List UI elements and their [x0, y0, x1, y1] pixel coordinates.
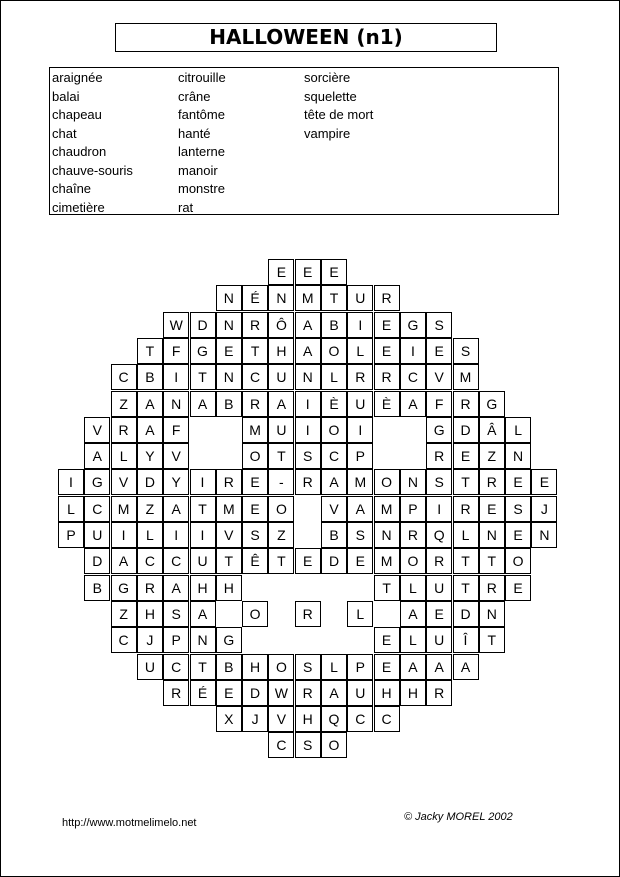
grid-cell[interactable]: L	[321, 654, 347, 680]
grid-cell[interactable]: -	[268, 469, 294, 495]
grid-cell[interactable]: T	[190, 364, 216, 390]
grid-cell[interactable]: U	[426, 575, 452, 601]
grid-cell[interactable]: U	[84, 522, 110, 548]
grid-cell[interactable]: R	[137, 575, 163, 601]
grid-cell[interactable]: I	[400, 338, 426, 364]
grid-cell[interactable]: A	[163, 496, 189, 522]
grid-cell[interactable]: A	[84, 443, 110, 469]
word: manoir	[178, 162, 218, 178]
grid-cell[interactable]: Z	[479, 443, 505, 469]
grid-cell[interactable]: È	[321, 391, 347, 417]
grid-cell[interactable]: R	[453, 391, 479, 417]
grid-cell[interactable]: S	[505, 496, 531, 522]
grid-cell[interactable]: N	[374, 522, 400, 548]
grid-cell[interactable]: L	[58, 496, 84, 522]
grid-cell[interactable]: N	[216, 312, 242, 338]
grid-cell[interactable]: U	[137, 654, 163, 680]
grid-cell[interactable]: F	[426, 391, 452, 417]
grid-cell[interactable]: T	[374, 575, 400, 601]
grid-cell[interactable]: G	[479, 391, 505, 417]
grid-cell[interactable]: V	[111, 469, 137, 495]
grid-cell[interactable]: T	[479, 627, 505, 653]
grid-cell[interactable]: G	[84, 469, 110, 495]
grid-cell[interactable]: R	[111, 417, 137, 443]
grid-cell[interactable]: C	[137, 548, 163, 574]
grid-cell[interactable]: O	[268, 496, 294, 522]
word: chaudron	[52, 144, 107, 159]
grid-cell[interactable]: I	[58, 469, 84, 495]
grid-cell[interactable]: B	[84, 575, 110, 601]
grid-cell[interactable]: L	[321, 364, 347, 390]
grid-cell[interactable]: C	[374, 706, 400, 732]
grid-cell[interactable]: S	[453, 338, 479, 364]
grid-cell[interactable]: R	[479, 469, 505, 495]
grid-cell[interactable]: C	[111, 364, 137, 390]
grid-cell[interactable]: I	[426, 496, 452, 522]
grid-cell[interactable]: G	[426, 417, 452, 443]
grid-cell[interactable]: L	[137, 522, 163, 548]
grid-cell[interactable]: O	[374, 469, 400, 495]
word: crâne	[178, 88, 211, 104]
grid-cell[interactable]: T	[453, 469, 479, 495]
grid-cell[interactable]: G	[111, 575, 137, 601]
grid-cell[interactable]: H	[137, 601, 163, 627]
grid-cell[interactable]: Â	[479, 417, 505, 443]
grid-cell[interactable]: N	[268, 285, 294, 311]
grid-cell[interactable]: G	[216, 627, 242, 653]
grid-cell[interactable]: S	[295, 654, 321, 680]
grid-cell[interactable]: S	[347, 522, 373, 548]
grid-cell[interactable]: E	[531, 469, 557, 495]
grid-cell[interactable]: A	[453, 654, 479, 680]
grid-cell[interactable]: T	[190, 654, 216, 680]
grid-cell[interactable]: A	[111, 548, 137, 574]
grid-cell[interactable]: Z	[111, 391, 137, 417]
grid-cell[interactable]: N	[163, 391, 189, 417]
grid-cell[interactable]: N	[531, 522, 557, 548]
grid-cell[interactable]: A	[426, 654, 452, 680]
word: vampire	[304, 125, 351, 141]
grid-cell[interactable]: L	[347, 601, 373, 627]
grid-cell[interactable]: T	[479, 548, 505, 574]
grid-cell[interactable]: O	[400, 548, 426, 574]
grid-cell[interactable]: M	[347, 469, 373, 495]
grid-cell[interactable]: C	[400, 364, 426, 390]
grid-cell[interactable]: H	[374, 680, 400, 706]
grid-cell[interactable]: C	[84, 496, 110, 522]
grid-cell[interactable]: C	[242, 364, 268, 390]
grid-cell[interactable]: I	[163, 364, 189, 390]
grid-cell[interactable]: H	[190, 575, 216, 601]
grid-cell[interactable]: G	[400, 312, 426, 338]
grid-cell[interactable]: S	[295, 443, 321, 469]
grid-cell[interactable]: V	[268, 706, 294, 732]
grid-cell[interactable]: H	[242, 654, 268, 680]
grid-cell[interactable]: N	[400, 469, 426, 495]
grid-cell[interactable]: B	[216, 654, 242, 680]
grid-cell[interactable]: A	[321, 680, 347, 706]
grid-cell[interactable]: Z	[268, 522, 294, 548]
grid-cell[interactable]: U	[347, 680, 373, 706]
grid-cell[interactable]: H	[400, 680, 426, 706]
grid-cell[interactable]: V	[321, 496, 347, 522]
grid-cell[interactable]: U	[347, 391, 373, 417]
grid-cell[interactable]: D	[453, 417, 479, 443]
grid-cell[interactable]: T	[453, 548, 479, 574]
word: fantôme	[178, 107, 225, 122]
grid-cell[interactable]: E	[374, 312, 400, 338]
grid-cell[interactable]: E	[505, 575, 531, 601]
grid-cell[interactable]: E	[242, 469, 268, 495]
grid-cell[interactable]: L	[111, 443, 137, 469]
grid-cell[interactable]: N	[505, 443, 531, 469]
grid-cell[interactable]: Q	[321, 706, 347, 732]
word: chauve-souris	[52, 162, 133, 178]
grid-cell[interactable]: E	[426, 601, 452, 627]
grid-cell[interactable]: F	[163, 338, 189, 364]
grid-cell[interactable]: O	[321, 417, 347, 443]
grid-cell[interactable]: L	[347, 338, 373, 364]
grid-cell[interactable]: D	[84, 548, 110, 574]
grid-cell[interactable]: U	[347, 285, 373, 311]
grid-cell[interactable]: O	[505, 548, 531, 574]
word: rat	[178, 199, 194, 215]
grid-cell[interactable]: A	[347, 496, 373, 522]
grid-cell[interactable]: X	[216, 706, 242, 732]
grid-cell[interactable]: P	[347, 443, 373, 469]
grid-cell[interactable]: B	[321, 522, 347, 548]
grid-cell[interactable]: I	[347, 417, 373, 443]
grid-cell[interactable]: A	[295, 312, 321, 338]
grid-cell[interactable]: P	[163, 627, 189, 653]
grid-cell[interactable]: A	[137, 391, 163, 417]
grid-cell[interactable]: R	[295, 469, 321, 495]
grid-cell[interactable]: T	[453, 575, 479, 601]
grid-cell[interactable]: V	[84, 417, 110, 443]
grid-cell[interactable]: G	[190, 338, 216, 364]
grid-cell[interactable]: C	[347, 706, 373, 732]
grid-cell[interactable]: T	[137, 338, 163, 364]
grid-cell[interactable]: Y	[163, 469, 189, 495]
grid-cell[interactable]: U	[426, 627, 452, 653]
word: hanté	[178, 125, 211, 141]
grid-cell[interactable]: A	[295, 338, 321, 364]
grid-cell[interactable]: A	[400, 654, 426, 680]
grid-cell[interactable]: N	[479, 522, 505, 548]
word: chat	[52, 125, 77, 141]
grid-cell[interactable]: S	[242, 522, 268, 548]
grid-cell[interactable]: U	[268, 364, 294, 390]
grid-cell[interactable]: C	[111, 627, 137, 653]
grid-cell[interactable]: H	[295, 706, 321, 732]
grid-cell[interactable]: A	[400, 391, 426, 417]
word: chaîne	[52, 181, 92, 196]
grid-cell[interactable]: J	[137, 627, 163, 653]
grid-cell[interactable]: W	[163, 312, 189, 338]
grid-cell[interactable]: E	[453, 443, 479, 469]
grid-cell[interactable]: M	[453, 364, 479, 390]
grid-cell[interactable]: N	[216, 285, 242, 311]
word: tête de mort	[304, 107, 374, 122]
grid-cell[interactable]: L	[400, 575, 426, 601]
word: balai	[52, 88, 80, 104]
word: monstre	[178, 181, 225, 196]
grid-cell[interactable]: Z	[137, 496, 163, 522]
grid-cell[interactable]: R	[216, 469, 242, 495]
grid-cell[interactable]: L	[505, 417, 531, 443]
grid-cell[interactable]: A	[400, 601, 426, 627]
grid-cell[interactable]: T	[242, 338, 268, 364]
grid-cell[interactable]: B	[321, 312, 347, 338]
grid-cell[interactable]: O	[268, 654, 294, 680]
grid-cell[interactable]: R	[479, 575, 505, 601]
grid-cell[interactable]: H	[268, 338, 294, 364]
grid-cell[interactable]: S	[163, 601, 189, 627]
grid-cell[interactable]: R	[347, 364, 373, 390]
grid-cell[interactable]: T	[321, 285, 347, 311]
grid-cell[interactable]: I	[347, 312, 373, 338]
grid-cell[interactable]: M	[374, 548, 400, 574]
grid-cell[interactable]: Ô	[268, 312, 294, 338]
grid-cell[interactable]: F	[163, 417, 189, 443]
grid-cell[interactable]: U	[190, 548, 216, 574]
grid-cell[interactable]: R	[400, 522, 426, 548]
grid-cell[interactable]: C	[163, 654, 189, 680]
grid-cell[interactable]: A	[163, 575, 189, 601]
grid-cell[interactable]: E	[505, 522, 531, 548]
grid-cell[interactable]: E	[321, 259, 347, 285]
grid-cell[interactable]: T	[190, 496, 216, 522]
grid-cell[interactable]: N	[190, 627, 216, 653]
grid-cell[interactable]: D	[453, 601, 479, 627]
grid-cell[interactable]: A	[268, 391, 294, 417]
grid-cell[interactable]: U	[268, 417, 294, 443]
word: araignée	[52, 70, 103, 85]
grid-cell[interactable]: C	[321, 443, 347, 469]
grid-cell[interactable]: E	[242, 496, 268, 522]
word: chapeau	[52, 107, 102, 122]
grid-cell[interactable]: T	[268, 548, 294, 574]
grid-cell[interactable]: D	[321, 548, 347, 574]
grid-cell[interactable]: C	[163, 548, 189, 574]
grid-cell[interactable]: E	[268, 259, 294, 285]
grid-cell[interactable]: H	[216, 575, 242, 601]
grid-cell[interactable]: S	[426, 312, 452, 338]
grid-cell[interactable]: V	[216, 522, 242, 548]
grid-cell[interactable]: R	[374, 364, 400, 390]
grid-cell[interactable]: M	[111, 496, 137, 522]
grid-cell[interactable]: Z	[111, 601, 137, 627]
grid-cell[interactable]: D	[190, 312, 216, 338]
grid-cell[interactable]: N	[479, 601, 505, 627]
grid-cell[interactable]: E	[295, 259, 321, 285]
grid-cell[interactable]: R	[242, 391, 268, 417]
grid-cell[interactable]: I	[163, 522, 189, 548]
word: squelette	[304, 88, 357, 104]
grid-cell[interactable]: P	[347, 654, 373, 680]
grid-cell[interactable]: A	[137, 417, 163, 443]
grid-cell[interactable]: V	[163, 443, 189, 469]
grid-cell[interactable]: È	[374, 391, 400, 417]
grid-cell[interactable]: M	[374, 496, 400, 522]
grid-cell[interactable]: A	[190, 601, 216, 627]
grid-cell[interactable]: O	[242, 601, 268, 627]
grid-cell[interactable]: I	[111, 522, 137, 548]
grid-cell[interactable]: E	[505, 469, 531, 495]
word: cimetière	[52, 199, 105, 215]
grid-cell[interactable]: N	[295, 364, 321, 390]
grid-cell[interactable]: A	[190, 391, 216, 417]
grid-cell[interactable]: R	[242, 312, 268, 338]
grid-cell[interactable]: P	[58, 522, 84, 548]
grid-cell[interactable]: B	[137, 364, 163, 390]
grid-cell[interactable]: Î	[453, 627, 479, 653]
grid-cell[interactable]: R	[295, 601, 321, 627]
word: citrouille	[178, 70, 226, 85]
grid-cell[interactable]: M	[216, 496, 242, 522]
grid-cell[interactable]: R	[426, 443, 452, 469]
grid-cell[interactable]: W	[268, 680, 294, 706]
grid-cell[interactable]: I	[295, 417, 321, 443]
grid-cell[interactable]: R	[374, 285, 400, 311]
grid-cell[interactable]: V	[426, 364, 452, 390]
grid-cell[interactable]: R	[426, 548, 452, 574]
grid-cell[interactable]: T	[268, 443, 294, 469]
grid-cell[interactable]: M	[295, 285, 321, 311]
grid-cell[interactable]: I	[190, 469, 216, 495]
grid-cell[interactable]: J	[242, 706, 268, 732]
word: sorcière	[304, 70, 351, 85]
grid-cell[interactable]: L	[400, 627, 426, 653]
grid-cell[interactable]: E	[426, 338, 452, 364]
grid-cell[interactable]: O	[321, 338, 347, 364]
grid-cell[interactable]: E	[374, 338, 400, 364]
copyright: © Jacky MOREL 2002	[404, 811, 513, 823]
grid-cell[interactable]: J	[531, 496, 557, 522]
grid-cell[interactable]: R	[453, 496, 479, 522]
grid-cell[interactable]: R	[426, 680, 452, 706]
grid-cell[interactable]: É	[242, 285, 268, 311]
grid-cell[interactable]: R	[163, 680, 189, 706]
grid-cell[interactable]: É	[190, 680, 216, 706]
site-url: http://www.motmelimelo.net	[62, 817, 197, 829]
grid-cell[interactable]: L	[453, 522, 479, 548]
grid-cell[interactable]: Q	[426, 522, 452, 548]
grid-cell[interactable]: E	[374, 654, 400, 680]
grid-cell[interactable]: O	[321, 732, 347, 758]
grid-cell[interactable]: E	[479, 496, 505, 522]
grid-cell[interactable]: D	[137, 469, 163, 495]
grid-cell[interactable]: B	[216, 391, 242, 417]
grid-cell[interactable]: N	[216, 364, 242, 390]
grid-cell[interactable]: A	[321, 469, 347, 495]
grid-cell[interactable]: R	[295, 680, 321, 706]
grid-cell[interactable]: S	[426, 469, 452, 495]
grid-cell[interactable]: E	[216, 338, 242, 364]
word: lanterne	[178, 144, 225, 159]
grid-cell[interactable]: C	[268, 732, 294, 758]
grid-cell[interactable]: D	[242, 680, 268, 706]
grid-cell[interactable]: Y	[137, 443, 163, 469]
grid-cell[interactable]: E	[347, 548, 373, 574]
grid-cell[interactable]: I	[295, 391, 321, 417]
grid-cell[interactable]: E	[216, 680, 242, 706]
grid-cell[interactable]: M	[242, 417, 268, 443]
grid-cell[interactable]: P	[400, 496, 426, 522]
grid-cell[interactable]: T	[216, 548, 242, 574]
grid-cell[interactable]: O	[242, 443, 268, 469]
grid-cell[interactable]: Ê	[242, 548, 268, 574]
grid-cell[interactable]: I	[190, 522, 216, 548]
grid-cell[interactable]: S	[295, 732, 321, 758]
puzzle-title: HALLOWEEN (n1)	[115, 23, 497, 52]
grid-cell[interactable]: E	[295, 548, 321, 574]
grid-cell[interactable]: E	[374, 627, 400, 653]
